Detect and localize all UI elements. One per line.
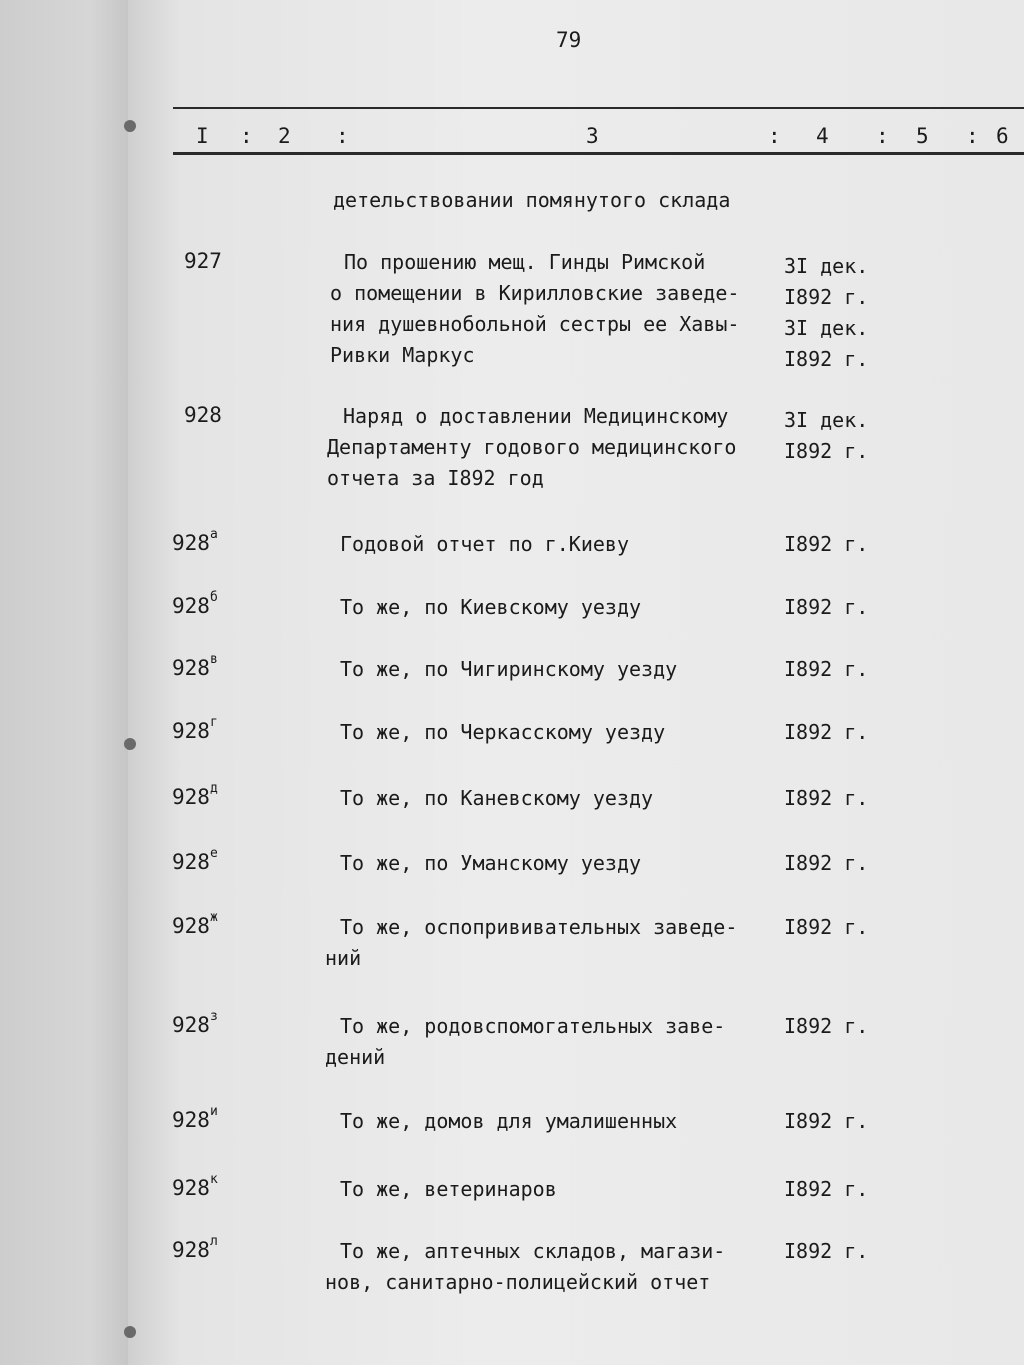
entry-number [184,403,222,427]
binder-hole [124,1326,136,1338]
entry-number [172,590,218,618]
entry-date: I892 г. [784,1177,869,1201]
entry-description-line: То же, оспопрививательных заведе- [340,915,738,939]
entry-number [172,1104,218,1132]
column-header: I [196,124,209,148]
entry-date: I892 г. [784,1109,869,1133]
entry-description-line: Ривки Маркус [330,343,475,367]
column-header: 6 [996,124,1009,148]
entry-description-line: То же, по Каневскому уезду [340,786,654,810]
column-header: 5 [916,124,929,148]
entry-description-line: отчета за I892 год [327,466,544,490]
entry-description-line: Наряд о доставлении Медицинскому [343,404,729,428]
entry-description-line: То же, домов для умалишенных [340,1109,678,1133]
column-header: 4 [816,124,829,148]
entry-date: 3I дек. [784,254,869,278]
entry-number-value: 927 [184,249,222,273]
entry-number-suffix: и [209,1104,218,1119]
entry-number-value: 928 [172,1238,210,1262]
entry-number-suffix: б [209,590,218,605]
entry-number [172,910,218,938]
column-separator: : [336,124,349,148]
entry-number [172,715,218,743]
binder-hole [124,738,136,750]
continuation-text: детельствовании помянутого склада [333,188,731,212]
entry-number-suffix: з [209,1009,218,1024]
entry-description-line: То же, по Киевскому уезду [340,595,642,619]
entry-date: I892 г. [784,347,869,371]
entry-date: I892 г. [784,1014,869,1038]
entry-description-line: То же, ветеринаров [340,1177,557,1201]
column-separator: : [966,124,979,148]
entry-description-line: То же, по Черкасскому уезду [340,720,666,744]
entry-description-line: По прошению мещ. Гинды Римской [344,250,706,274]
entry-date: 3I дек. [784,408,869,432]
entry-date: I892 г. [784,439,869,463]
binder-hole [124,120,136,132]
entry-description-line: ния душевнобольной сестры ее Хавы- [330,312,740,336]
entry-description-line: Годовой отчет по г.Киеву [340,532,629,556]
header-rule-bottom [173,152,1024,155]
entry-number [172,781,218,809]
entry-description-line: о помещении в Кирилловские заведе- [330,281,740,305]
entry-number-suffix: л [209,1234,218,1249]
entry-number-value: 928 [172,1108,210,1132]
entry-number [172,1172,218,1200]
entry-number-suffix: е [209,846,218,861]
column-separator: : [240,124,253,148]
column-separator: : [876,124,889,148]
entry-date: I892 г. [784,786,869,810]
entry-description-line: То же, по Уманскому уезду [340,851,642,875]
entry-number [172,1234,218,1262]
entry-number-suffix: д [209,781,218,796]
entry-description-line: Департаменту годового медицинского [327,435,737,459]
entry-number [184,249,222,273]
entry-date: 3I дек. [784,316,869,340]
entry-number [172,1009,218,1037]
entry-number-value: 928 [172,656,210,680]
entry-date: I892 г. [784,851,869,875]
column-separator: : [768,124,781,148]
entry-number-value: 928 [172,531,210,555]
entry-number-value: 928 [172,1013,210,1037]
entry-description-line: нов, санитарно-полицейский отчет [325,1270,711,1294]
entry-date: I892 г. [784,532,869,556]
entry-number-suffix: к [209,1172,218,1187]
entry-description-line: То же, родовспомогательных заве- [340,1014,726,1038]
entry-date: I892 г. [784,285,869,309]
entry-number-value: 928 [172,719,210,743]
entry-number-suffix: а [209,527,218,542]
entry-number-value: 928 [172,594,210,618]
column-header: 2 [278,124,291,148]
entry-number-value: 928 [172,850,210,874]
entry-date: I892 г. [784,595,869,619]
entry-number-value: 928 [172,785,210,809]
entry-number [172,652,218,680]
entry-number-suffix: г [209,715,218,730]
entry-description-line: ний [325,946,362,970]
entry-number-suffix: в [209,652,218,667]
entry-number-value: 928 [172,1176,210,1200]
entry-date: I892 г. [784,720,869,744]
column-header: 3 [586,124,599,148]
page-number: 79 [556,28,582,52]
entry-date: I892 г. [784,657,869,681]
entry-number-value: 928 [172,914,210,938]
header-rule-top [173,107,1024,109]
entry-number-suffix: ж [209,910,218,925]
entry-description-line: То же, по Чигиринскому уезду [340,657,678,681]
adjacent-page-edge [0,0,128,1365]
entry-number [172,527,218,555]
entry-description-line: дений [325,1045,386,1069]
entry-number [172,846,218,874]
entry-number-value: 928 [184,403,222,427]
entry-date: I892 г. [784,915,869,939]
entry-date: I892 г. [784,1239,869,1263]
entry-description-line: То же, аптечных складов, магази- [340,1239,726,1263]
